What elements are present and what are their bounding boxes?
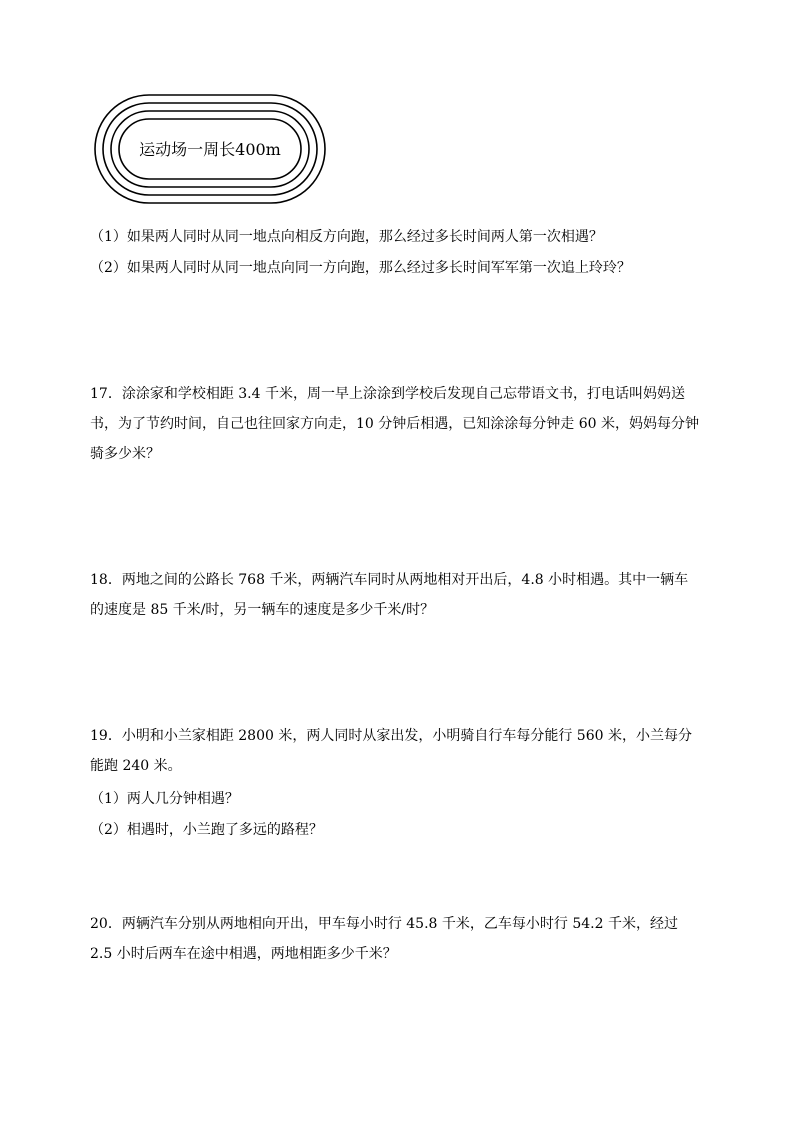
q16-subquestion-1: （1）如果两人同时从同一地点向相反方向跑，那么经过多长时间两人第一次相遇？ [90, 229, 603, 245]
q19-subquestion-2: （2）相遇时，小兰跑了多远的路程？ [90, 822, 323, 838]
q19-subquestion-1: （1）两人几分钟相遇？ [90, 791, 239, 807]
q16-subquestion-2: （2）如果两人同时从同一地点向同一方向跑，那么经过多长时间军军第一次追上玲玲？ [90, 260, 631, 276]
question-20: 20．两辆汽车分别从两地相向开出，甲车每小时行 45.8 千米，乙车每小时行 54.2 千米，经过 2.5 小时后两车在途中相遇，两地相距多少千米？ [90, 916, 678, 962]
question-17: 17．涂涂家和学校相距 3.4 千米，周一早上涂涂到学校后发现自己忘带语文书，打电话叫妈妈送书，为了节约时间，自己也往回家方向走，10 分钟后相遇，已知涂涂每分钟走 60 米，妈妈每分钟骑多少米？ [90, 386, 699, 462]
question-19: 19．小明和小兰家相距 2800 米，两人同时从家出发，小明骑自行车每分能行 560 米，小兰每分能跑 240 米。 [90, 728, 692, 774]
track-label: 运动场一周长400m [139, 140, 281, 159]
running-track-figure [94, 94, 326, 204]
question-18: 18．两地之间的公路长 768 千米，两辆汽车同时从两地相对开出后，4.8 小时相遇。其中一辆车的速度是 85 千米/时，另一辆车的速度是多少千米/时？ [90, 572, 689, 618]
